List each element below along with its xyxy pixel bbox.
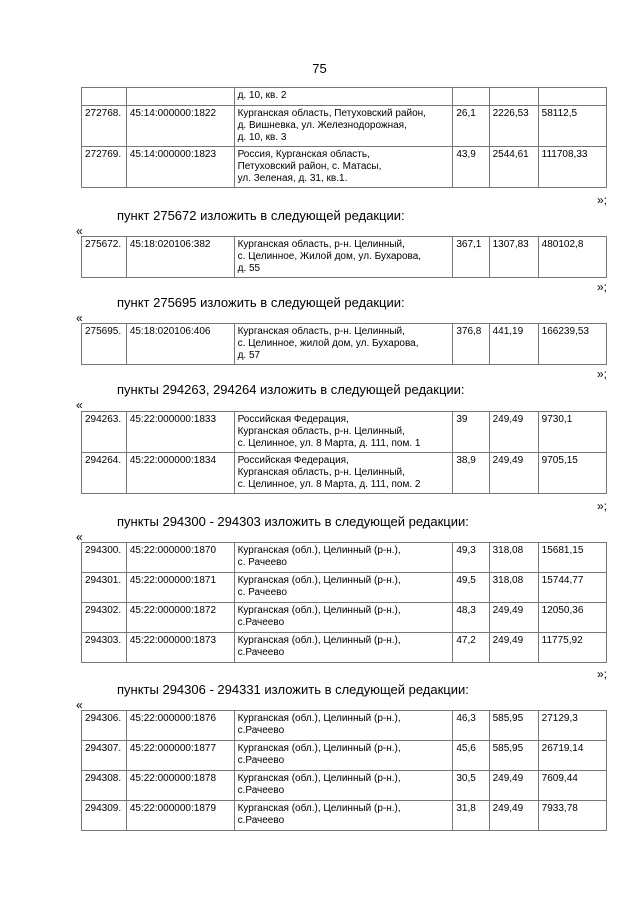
page-number: 75 <box>312 61 327 76</box>
row-number-cell: 294301. <box>82 573 127 603</box>
row-number-cell: 294306. <box>82 711 127 741</box>
row-number-cell: 294300. <box>82 543 127 573</box>
address-cell: Курганская область, р-н. Целинный, с. Целинное, жилой дом, ул. Бухарова, д. 57 <box>234 324 453 365</box>
area-cell: 376,8 <box>453 324 489 365</box>
section-heading: пункты 294300 - 294303 изложить в следующей редакции: <box>117 514 469 529</box>
area-cell: 30,5 <box>453 771 489 801</box>
area-cell: 49,5 <box>453 573 489 603</box>
closing-quote: »; <box>597 667 608 681</box>
row-number-cell: 294303. <box>82 633 127 663</box>
row-number-cell: 294264. <box>82 453 127 494</box>
cadastral-number-cell: 45:14:000000:1823 <box>126 147 234 188</box>
table-row <box>82 324 607 365</box>
row-number-cell: 272769. <box>82 147 127 188</box>
section-heading: пункт 275695 изложить в следующей редакции: <box>117 295 405 310</box>
opening-quote: « <box>76 398 83 412</box>
section-heading: пункты 294306 - 294331 изложить в следующей редакции: <box>117 682 469 697</box>
area-cell: 39 <box>453 412 489 453</box>
table-row <box>82 633 607 663</box>
rate-cell: 441,19 <box>489 324 538 365</box>
area-cell <box>453 88 489 106</box>
table-row <box>82 771 607 801</box>
opening-quote: « <box>76 530 83 544</box>
cadastral-number-cell: 45:18:020106:382 <box>126 237 234 278</box>
rate-cell: 2544,61 <box>489 147 538 188</box>
cadastral-number-cell: 45:22:000000:1871 <box>126 573 234 603</box>
area-cell: 31,8 <box>453 801 489 831</box>
property-table <box>81 323 607 365</box>
rate-cell: 585,95 <box>489 711 538 741</box>
opening-quote: « <box>76 311 83 325</box>
cadastral-number-cell: 45:22:000000:1870 <box>126 543 234 573</box>
closing-quote: »; <box>597 280 608 294</box>
cadastral-number-cell: 45:18:020106:406 <box>126 324 234 365</box>
value-cell: 27129,3 <box>538 711 606 741</box>
table-row <box>82 453 607 494</box>
rate-cell: 249,49 <box>489 801 538 831</box>
property-table <box>81 236 607 278</box>
address-cell: Российская Федерация, Курганская область, р-н. Целинный, с. Целинное, ул. 8 Марта, д. 111, пом. 1 <box>234 412 453 453</box>
cadastral-number-cell: 45:22:000000:1834 <box>126 453 234 494</box>
cadastral-number-cell: 45:22:000000:1872 <box>126 603 234 633</box>
row-number-cell: 294309. <box>82 801 127 831</box>
area-cell: 47,2 <box>453 633 489 663</box>
cadastral-number-cell: 45:22:000000:1878 <box>126 771 234 801</box>
rate-cell: 2226,53 <box>489 106 538 147</box>
value-cell: 111708,33 <box>538 147 606 188</box>
area-cell: 49,3 <box>453 543 489 573</box>
opening-quote: « <box>76 224 83 238</box>
row-number-cell: 272768. <box>82 106 127 147</box>
area-cell: 45,6 <box>453 741 489 771</box>
table-row <box>82 711 607 741</box>
table-row <box>82 106 607 147</box>
value-cell: 9730,1 <box>538 412 606 453</box>
section-heading: пункт 275672 изложить в следующей редакции: <box>117 208 405 223</box>
table-row <box>82 88 607 106</box>
cadastral-number-cell <box>126 88 234 106</box>
address-cell: д. 10, кв. 2 <box>234 88 453 106</box>
rate-cell: 318,08 <box>489 543 538 573</box>
row-number-cell: 275695. <box>82 324 127 365</box>
value-cell: 480102,8 <box>538 237 606 278</box>
address-cell: Курганская область, Петуховский район, д. Вишневка, ул. Железнодорожная, д. 10, кв. 3 <box>234 106 453 147</box>
address-cell: Курганская (обл.), Целинный (р-н.), с.Рачеево <box>234 603 453 633</box>
table-row <box>82 147 607 188</box>
address-cell: Курганская (обл.), Целинный (р-н.), с. Рачеево <box>234 543 453 573</box>
value-cell: 12050,36 <box>538 603 606 633</box>
value-cell <box>538 88 606 106</box>
table-row <box>82 741 607 771</box>
area-cell: 46,3 <box>453 711 489 741</box>
area-cell: 48,3 <box>453 603 489 633</box>
value-cell: 58112,5 <box>538 106 606 147</box>
rate-cell: 249,49 <box>489 412 538 453</box>
area-cell: 38,9 <box>453 453 489 494</box>
value-cell: 166239,53 <box>538 324 606 365</box>
row-number-cell: 294302. <box>82 603 127 633</box>
property-table <box>81 542 607 663</box>
rate-cell: 1307,83 <box>489 237 538 278</box>
row-number-cell: 294307. <box>82 741 127 771</box>
rate-cell: 249,49 <box>489 453 538 494</box>
table-row <box>82 237 607 278</box>
address-cell: Российская Федерация, Курганская область, р-н. Целинный, с. Целинное, ул. 8 Марта, д. 111, пом. 2 <box>234 453 453 494</box>
rate-cell: 249,49 <box>489 603 538 633</box>
address-cell: Курганская (обл.), Целинный (р-н.), с.Рачеево <box>234 711 453 741</box>
cadastral-number-cell: 45:14:000000:1822 <box>126 106 234 147</box>
row-number-cell <box>82 88 127 106</box>
row-number-cell: 275672. <box>82 237 127 278</box>
address-cell: Курганская (обл.), Целинный (р-н.), с.Рачеево <box>234 801 453 831</box>
property-table <box>81 87 607 188</box>
area-cell: 26,1 <box>453 106 489 147</box>
table-row <box>82 573 607 603</box>
value-cell: 15744,77 <box>538 573 606 603</box>
address-cell: Курганская (обл.), Целинный (р-н.), с.Рачеево <box>234 771 453 801</box>
closing-quote: »; <box>597 367 608 381</box>
row-number-cell: 294263. <box>82 412 127 453</box>
closing-quote: »; <box>597 193 608 207</box>
rate-cell: 249,49 <box>489 771 538 801</box>
cadastral-number-cell: 45:22:000000:1876 <box>126 711 234 741</box>
address-cell: Курганская область, р-н. Целинный, с. Целинное, Жилой дом, ул. Бухарова, д. 55 <box>234 237 453 278</box>
cadastral-number-cell: 45:22:000000:1833 <box>126 412 234 453</box>
address-cell: Россия, Курганская область, Петуховский район, с. Матасы, ул. Зеленая, д. 31, кв.1. <box>234 147 453 188</box>
table-row <box>82 603 607 633</box>
value-cell: 7933,78 <box>538 801 606 831</box>
address-cell: Курганская (обл.), Целинный (р-н.), с.Рачеево <box>234 633 453 663</box>
value-cell: 15681,15 <box>538 543 606 573</box>
address-cell: Курганская (обл.), Целинный (р-н.), с. Рачеево <box>234 573 453 603</box>
cadastral-number-cell: 45:22:000000:1877 <box>126 741 234 771</box>
area-cell: 43,9 <box>453 147 489 188</box>
value-cell: 9705,15 <box>538 453 606 494</box>
cadastral-number-cell: 45:22:000000:1873 <box>126 633 234 663</box>
value-cell: 7609,44 <box>538 771 606 801</box>
closing-quote: »; <box>597 499 608 513</box>
property-table <box>81 411 607 494</box>
row-number-cell: 294308. <box>82 771 127 801</box>
rate-cell: 585,95 <box>489 741 538 771</box>
value-cell: 11775,92 <box>538 633 606 663</box>
rate-cell: 318,08 <box>489 573 538 603</box>
property-table <box>81 710 607 831</box>
address-cell: Курганская (обл.), Целинный (р-н.), с.Рачеево <box>234 741 453 771</box>
value-cell: 26719,14 <box>538 741 606 771</box>
rate-cell <box>489 88 538 106</box>
table-row <box>82 543 607 573</box>
area-cell: 367,1 <box>453 237 489 278</box>
cadastral-number-cell: 45:22:000000:1879 <box>126 801 234 831</box>
rate-cell: 249,49 <box>489 633 538 663</box>
opening-quote: « <box>76 698 83 712</box>
table-row <box>82 801 607 831</box>
section-heading: пункты 294263, 294264 изложить в следующей редакции: <box>117 382 465 397</box>
table-row <box>82 412 607 453</box>
